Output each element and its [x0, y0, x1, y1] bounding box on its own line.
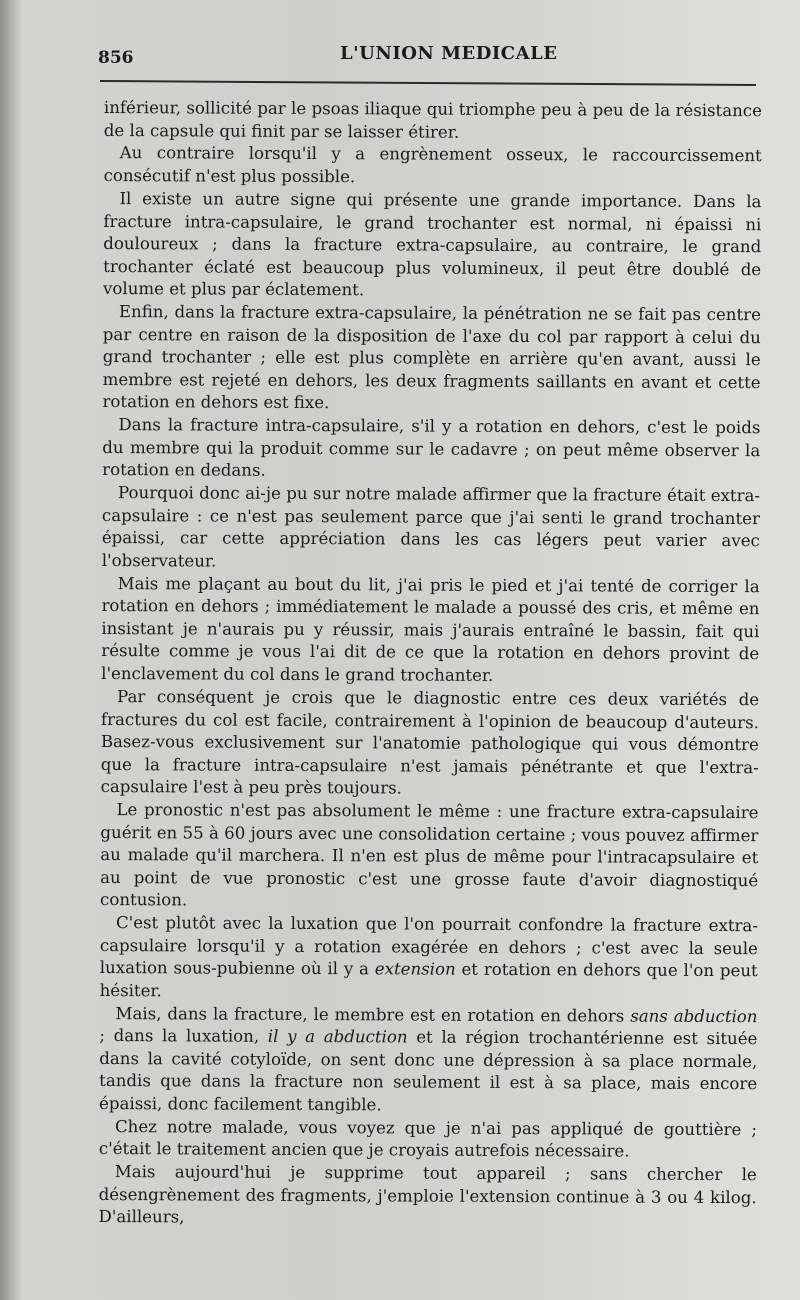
paragraph-11-part-1: Mais, dans la fracture, le membre est en rotation en dehors: [115, 1003, 631, 1026]
paragraph-10-part-1: C'est plutôt avec la luxation que l'on pourrait confondre la fracture extra-capsulaire lorsqu'il y a rotation exagérée en dehors ; c'est avec la seule luxation sous-pubienne où il y a: [99, 913, 759, 979]
paragraph-2: Au contraire lorsqu'il y a engrènement osseux, le raccourcissement consécutif n'est plus possible.: [103, 143, 762, 187]
paragraph-10: [100, 912, 758, 1005]
header-rule: [100, 80, 756, 86]
paragraph-11-part-2: ; dans la luxation,: [99, 1026, 268, 1047]
paragraph-9: Le pronostic n'est pas absolument le même : une fracture extra-capsulaire guérit en 55 à 60 jours avec une consolidation certaine ; vous pouvez affirmer au malade qu'il marchera. Il n'en est plus de même pour l'intracapsulaire et au point de vue pronostic c'est une grosse faute d'avoir diagnostiqué contusion.: [100, 800, 759, 910]
paragraph-11-part-3: et la région trochantérienne est située dans la cavité cotyloïde, on sent donc une dépression à sa place normale, tandis que dans la fracture non seulement il est à sa place, mais encore épaissi, donc facilement tangible.: [99, 1027, 758, 1115]
paragraph-10-italic: extension: [374, 959, 456, 980]
page-number: 856: [98, 48, 134, 68]
paragraph-13: Mais aujourd'hui je supprime tout appareil ; sans chercher le désengrènement des fragments, j'emploie l'extension continue à 3 ou 4 kilog. D'ailleurs,: [98, 1162, 757, 1227]
paragraph-5: Dans la fracture intra-capsulaire, s'il y a rotation en dehors, c'est le poids du membre qui la produit comme sur le cadavre ; on peut même observer la rotation en dedans.: [102, 415, 761, 481]
binding-shadow: [0, 0, 22, 1300]
paragraph-7: Mais me plaçant au bout du lit, j'ai pris le pied et j'ai tenté de corriger la rotation en dehors ; immédiatement le malade a poussé des cris, et même en insistant je n'aurais pu y réussir, mais j'aurais entraîné le bassin, fait qui résulte comme je vous l'ai dit de ce que la rotation en dehors provint de l'enclavement du col dans le grand trochanter.: [101, 573, 760, 685]
paragraph-3: Il existe un autre signe qui présente une grande importance. Dans la fracture intra-capsulaire, le grand trochanter est normal, ni épaissi ni douloureux ; dans la fracture extra-capsulaire, au contraire, le grand trochanter éclaté est beaucoup plus volumineux, il peut être doublé de volume et plus par éclatement.: [103, 189, 762, 300]
paragraph-12: Chez notre malade, vous voyez que je n'ai pas appliqué de gouttière ; c'était le traitement ancien que je croyais autrefois nécessaire.: [98, 1116, 758, 1162]
paragraph-11-italic-2: il y a abduction: [267, 1027, 408, 1047]
paragraph-8: Par conséquent je crois que le diagnostic entre ces deux variétés de fractures du col est facile, contrairement à l'opinion de beaucoup d'auteurs. Basez-vous exclusivement sur l'anatomie pathologique qui vous démontre que la fracture intra-capsulaire n'est jamais pénétrante et que l'extra-capsulaire l'est à peu près toujours.: [100, 687, 760, 798]
running-title: L'UNION MEDICALE: [340, 43, 558, 64]
paragraph-4: Enfin, dans la fracture extra-capsulaire, la pénétration ne se fait pas centre par centre en raison de la disposition de l'axe du col par rapport à celui du grand trochanter ; elle est plus complète en arrière qu'en avant, aussi le membre est rejeté en dehors, les deux fragments saillants en avant et cette rotation en dehors est fixe.: [102, 302, 761, 413]
paragraph-10-part-2: et rotation en dehors que l'on peut hésiter.: [99, 960, 758, 1001]
paragraph-6: Pourquoi donc ai-je pu sur notre malade affirmer que la fracture était extra-capsulaire : ce n'est pas seulement parce que j'ai senti le grand trochanter épaissi, car cette appréciation dans les cas légers peut varier avec l'observateur.: [101, 483, 761, 571]
body-text: [98, 97, 762, 1233]
paragraph-11-italic-1: sans abduction: [630, 1006, 758, 1026]
paragraph-1: inférieur, sollicité par le psoas iliaque qui triomphe peu à peu de la résistance de la capsule qui finit par se laisser étirer.: [103, 97, 762, 142]
page-header: [96, 40, 756, 80]
paragraph-11: [99, 1003, 758, 1119]
